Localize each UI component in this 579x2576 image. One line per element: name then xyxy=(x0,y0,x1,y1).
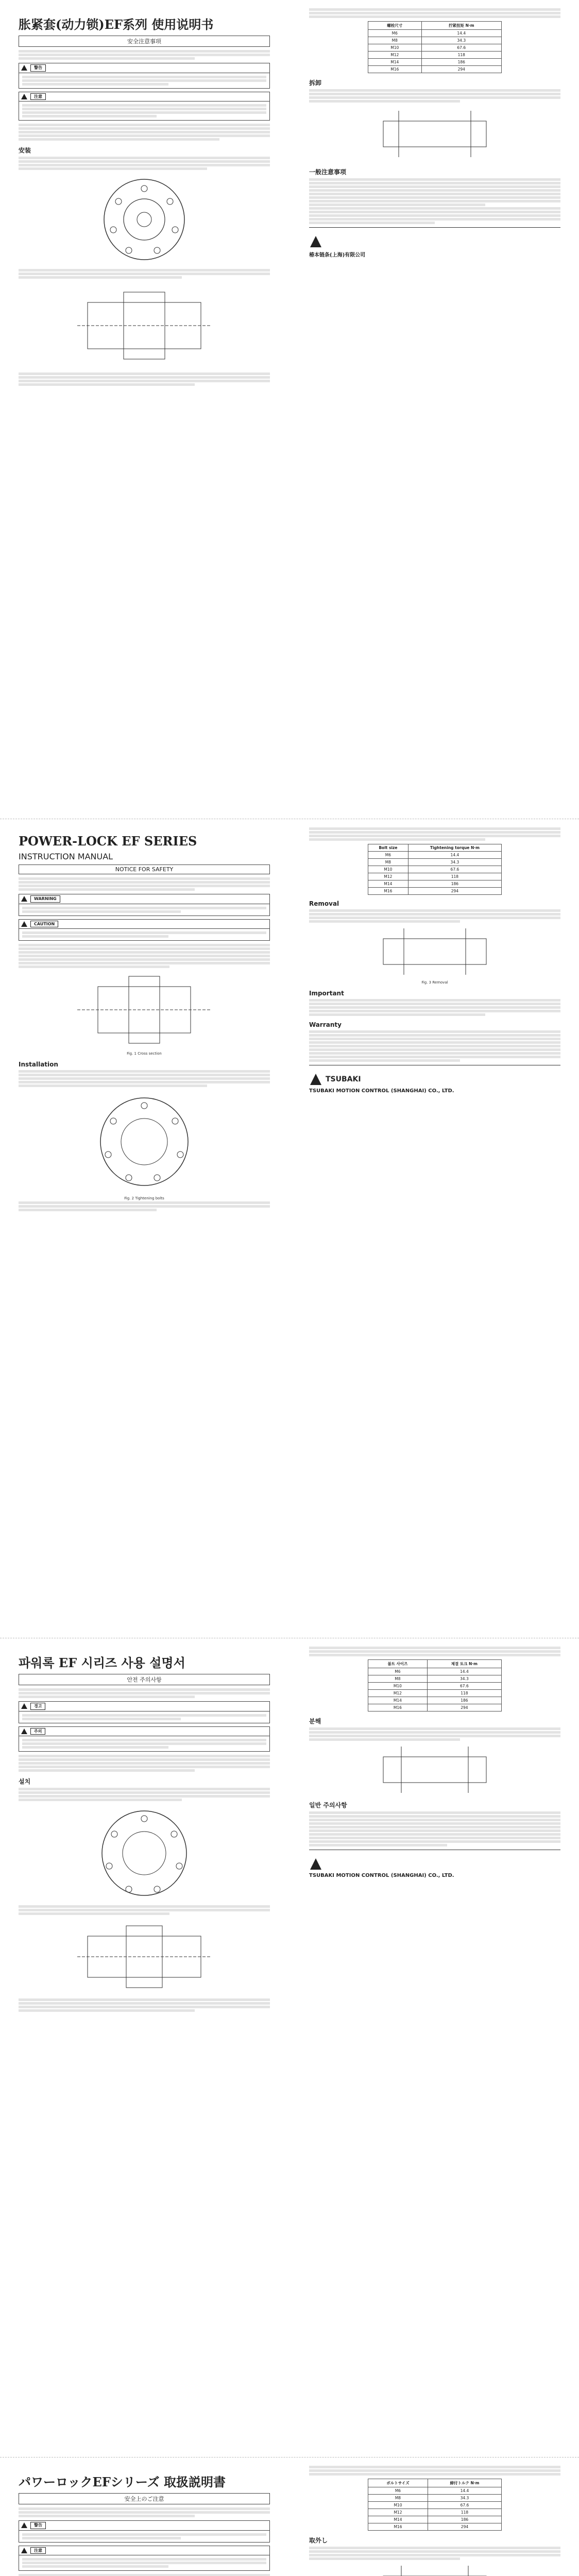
torque-table xyxy=(368,844,502,895)
table-row: M6 14.4 xyxy=(368,852,502,859)
table-row: M8 34.3 xyxy=(368,37,502,44)
bolt-pattern-figure xyxy=(67,1804,222,1902)
warning-triangle-icon xyxy=(21,65,27,71)
caution-label: 注意 xyxy=(30,93,46,100)
table-header: Tightening torque N·m xyxy=(408,844,501,852)
removal-figure xyxy=(368,1744,502,1795)
figure-caption: Fig. 3 Removal xyxy=(421,980,448,985)
remove-heading: 拆卸 xyxy=(309,79,322,87)
safety-heading: 安全上のご注意 xyxy=(19,2493,270,2504)
company-name: 椿本链条(上海)有限公司 xyxy=(309,252,366,258)
manual-sheet-chinese xyxy=(0,0,579,819)
figure-caption: Fig. 2 Tightening bolts xyxy=(124,1196,164,1201)
caution-label: 注意 xyxy=(30,2547,46,2554)
table-row: M12 118 xyxy=(368,52,502,59)
caution-triangle-icon xyxy=(21,2548,27,2553)
left-column xyxy=(5,1638,283,2457)
table-header: 締付トルク N·m xyxy=(428,2479,501,2487)
table-row: M16 294 xyxy=(368,2523,502,2531)
cross-section-figure xyxy=(67,971,222,1048)
warning-box xyxy=(19,63,270,89)
company-name: TSUBAKI MOTION CONTROL (SHANGHAI) CO., LTD. xyxy=(309,1088,454,1094)
manual-sheet-japanese xyxy=(0,2458,579,2576)
bolt-pattern-figure xyxy=(67,173,222,266)
table-header: 볼트 사이즈 xyxy=(368,1660,428,1668)
tightening-figure xyxy=(67,282,222,369)
remove-heading: Removal xyxy=(309,900,339,907)
caution-triangle-icon xyxy=(21,1728,27,1734)
torque-table xyxy=(368,21,502,73)
table-row: M12 118 xyxy=(368,1690,502,1697)
table-header: Bolt size xyxy=(368,844,408,852)
logo-icon xyxy=(309,1857,322,1871)
manual-title: 胀紧套(动力锁)EF系列 使用说明书 xyxy=(19,17,214,32)
general-note-heading: 일반 주의사항 xyxy=(309,1802,347,1809)
manual-title: パワーロックEFシリーズ 取扱説明書 xyxy=(19,2475,226,2489)
install-heading: 설치 xyxy=(19,1778,31,1786)
logo-icon xyxy=(309,1073,322,1086)
table-row: M12 118 xyxy=(368,2509,502,2516)
torque-table xyxy=(368,1659,502,1711)
table-row: M6 14.4 xyxy=(368,2487,502,2495)
bolt-pattern-figure xyxy=(67,1090,222,1193)
removal-figure xyxy=(368,926,502,977)
manual-title: 파워록 EF 시리즈 사용 설명서 xyxy=(19,1655,185,1670)
tsubaki-logo xyxy=(309,1073,560,1086)
left-column xyxy=(5,0,283,819)
caution-box xyxy=(19,2546,270,2571)
warning-box xyxy=(19,1701,270,1723)
right-column xyxy=(296,0,574,819)
table-row: M10 67.6 xyxy=(368,866,502,873)
right-column xyxy=(296,1638,574,2457)
warning-box xyxy=(19,2520,270,2543)
warning-label: 警告 xyxy=(30,64,46,72)
table-row: M14 186 xyxy=(368,59,502,66)
remove-heading: 取外し xyxy=(309,2537,328,2544)
caution-box xyxy=(19,1726,270,1752)
table-row: M14 186 xyxy=(368,880,502,888)
table-row: M10 67.6 xyxy=(368,1683,502,1690)
torque-table xyxy=(368,2479,502,2531)
manual-title: POWER-LOCK EF SERIES xyxy=(19,834,197,849)
manual-sheet-korean xyxy=(0,1638,579,2458)
right-column xyxy=(296,2458,574,2576)
warning-triangle-icon xyxy=(21,896,27,902)
table-row: M6 14.4 xyxy=(368,1668,502,1675)
tightening-figure xyxy=(67,1918,222,1995)
company-name: TSUBAKI MOTION CONTROL (SHANGHAI) CO., LTD. xyxy=(309,1873,454,1878)
table-row: M14 186 xyxy=(368,2516,502,2523)
table-row: M6 14.4 xyxy=(368,30,502,37)
removal-figure xyxy=(368,106,502,162)
remove-heading: 분해 xyxy=(309,1718,321,1725)
table-row: M14 186 xyxy=(368,1697,502,1704)
caution-box xyxy=(19,92,270,121)
table-row: M10 67.6 xyxy=(368,2502,502,2509)
table-row: M8 34.3 xyxy=(368,2495,502,2502)
table-row: M12 118 xyxy=(368,873,502,880)
warranty-heading: Warranty xyxy=(309,1021,342,1028)
install-heading: Installation xyxy=(19,1061,58,1069)
table-row: M8 34.3 xyxy=(368,859,502,866)
tsubaki-logo xyxy=(309,235,560,248)
table-header: ボルトサイズ xyxy=(368,2479,428,2487)
caution-triangle-icon xyxy=(21,94,27,99)
warning-box xyxy=(19,894,270,916)
logo-text: TSUBAKI xyxy=(326,1075,361,1083)
table-header: 체결 토크 N·m xyxy=(427,1660,501,1668)
caution-box xyxy=(19,919,270,941)
caution-triangle-icon xyxy=(21,921,27,927)
table-header: 螺栓尺寸 xyxy=(368,22,422,30)
warning-label: 警告 xyxy=(30,2522,46,2529)
left-column xyxy=(5,819,283,1638)
caution-label: CAUTION xyxy=(30,921,58,928)
warning-triangle-icon xyxy=(21,1703,27,1709)
safety-heading: 안전 주의사항 xyxy=(19,1674,270,1685)
logo-icon xyxy=(309,235,322,248)
table-header: 拧紧扭矩 N·m xyxy=(421,22,501,30)
tsubaki-logo xyxy=(309,1857,560,1871)
important-heading: Important xyxy=(309,990,344,997)
table-row: M16 294 xyxy=(368,66,502,73)
table-row: M10 67.6 xyxy=(368,44,502,52)
warning-triangle-icon xyxy=(21,2522,27,2528)
left-column xyxy=(5,2458,283,2576)
removal-figure xyxy=(368,2563,502,2576)
figure-caption: Fig. 1 Cross section xyxy=(127,1052,162,1056)
manual-sheet-english xyxy=(0,819,579,1638)
safety-heading: 安全注意事项 xyxy=(19,36,270,47)
right-column xyxy=(296,819,574,1638)
safety-heading: NOTICE FOR SAFETY xyxy=(19,865,270,874)
install-heading: 安装 xyxy=(19,147,31,155)
warning-label: WARNING xyxy=(30,895,60,903)
table-row: M8 34.3 xyxy=(368,1675,502,1683)
warning-label: 경고 xyxy=(30,1703,45,1710)
table-row: M16 294 xyxy=(368,1704,502,1711)
table-row: M16 294 xyxy=(368,888,502,895)
general-note-heading: 一般注意事项 xyxy=(309,168,347,176)
caution-label: 주의 xyxy=(30,1728,45,1735)
manual-subtitle: INSTRUCTION MANUAL xyxy=(19,852,113,861)
